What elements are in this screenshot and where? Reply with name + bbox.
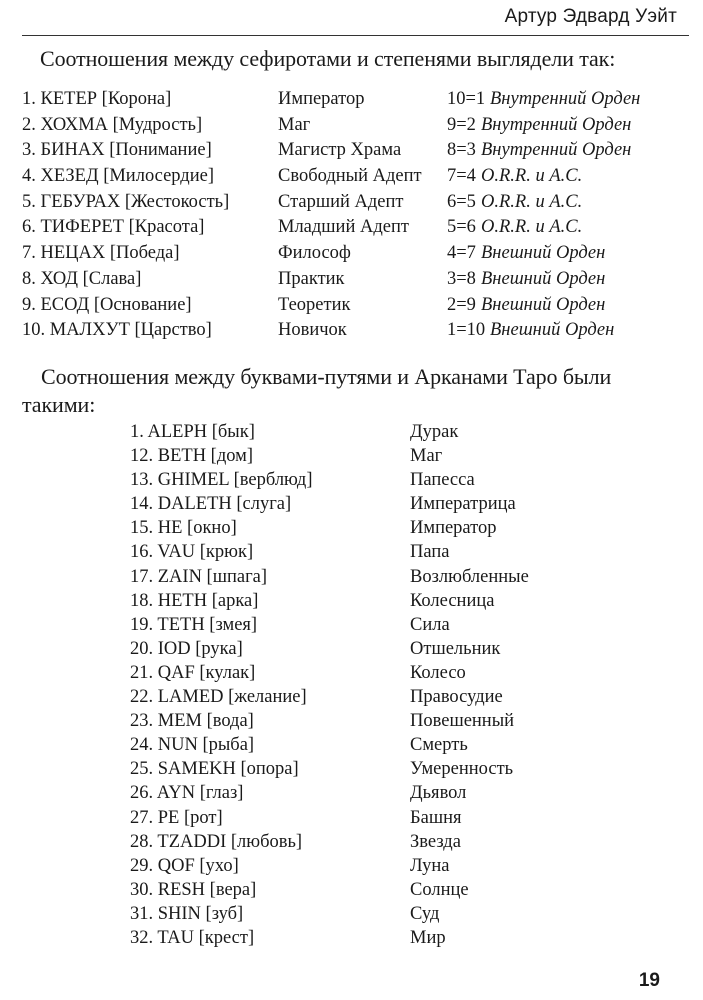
- path-letter: 17. ZAIN [шпага]: [130, 566, 268, 587]
- path-arcana: Дьявол: [410, 783, 467, 804]
- sephira-degree: 6=5: [447, 191, 476, 212]
- path-arcana: Колесница: [410, 590, 495, 611]
- sephira-name: 4. ХЕЗЕД [Милосердие]: [22, 166, 214, 187]
- path-letter: 24. NUN [рыба]: [130, 735, 255, 756]
- path-arcana: Император: [410, 518, 497, 539]
- sephira-name: 1. КЕТЕР [Корона]: [22, 89, 172, 109]
- sephira-grade: Старший Адепт: [278, 191, 404, 212]
- path-arcana: Возлюбленные: [410, 566, 529, 587]
- sephira-degree: 3=8: [447, 268, 476, 289]
- path-letter: 21. QAF [кулак]: [130, 662, 256, 683]
- paths-intro: Соотношения между буквами-путями и Арканами Таро были такими:: [22, 364, 612, 417]
- path-arcana: Солнце: [410, 879, 469, 900]
- sephira-grade: Свободный Адепт: [278, 166, 422, 187]
- path-arcana: Императрица: [410, 494, 516, 515]
- path-letter: 13. GHIMEL [верблюд]: [130, 470, 313, 491]
- sephiroth-intro: Соотношения между сефиротами и степенями выглядели так:: [40, 46, 616, 71]
- order-name: Внешний Орден: [481, 268, 606, 289]
- path-arcana: Башня: [410, 807, 462, 828]
- order-name: O.R.R. и A.C.: [481, 166, 583, 187]
- path-letter: 31. SHIN [зуб]: [130, 903, 244, 924]
- path-letter: 26. AYN [глаз]: [130, 783, 244, 804]
- order-name: O.R.R. и A.C.: [481, 217, 583, 238]
- page-number: 19: [638, 970, 660, 991]
- path-arcana: Луна: [410, 855, 450, 876]
- sephira-name: 5. ГЕБУРАХ [Жестокость]: [22, 191, 230, 212]
- sephira-name: 7. НЕЦАХ [Победа]: [22, 243, 180, 264]
- sephira-name: 6. ТИФЕРЕТ [Красота]: [22, 217, 205, 238]
- sephira-name: 3. БИНАХ [Понимание]: [22, 140, 212, 161]
- order-name: O.R.R. и A.C.: [481, 191, 583, 212]
- order-name: Внешний Орден: [490, 320, 615, 341]
- sephira-degree: 10=1: [447, 89, 486, 109]
- path-letter: 19. TETH [змея]: [130, 614, 258, 635]
- sephira-grade: Магистр Храма: [278, 140, 402, 161]
- path-letter: 1. ALEPH [бык]: [130, 422, 255, 442]
- path-arcana: Отшельник: [410, 638, 501, 659]
- sephira-degree: 1=10: [447, 320, 486, 341]
- path-letter: 32. TAU [крест]: [130, 927, 255, 948]
- order-name: Внутренний Орден: [490, 89, 641, 109]
- order-name: Внутренний Орден: [481, 140, 632, 161]
- path-arcana: Мир: [410, 927, 446, 948]
- sephira-name: 9. ЕСОД [Основание]: [22, 294, 192, 315]
- sephira-grade: Теоретик: [278, 294, 351, 315]
- sephira-grade: Младший Адепт: [278, 217, 409, 238]
- path-letter: 16. VAU [крюк]: [130, 542, 254, 563]
- order-name: Внешний Орден: [481, 243, 606, 264]
- sephira-grade: Практик: [278, 268, 345, 289]
- path-letter: 20. IOD [рука]: [130, 638, 243, 659]
- sephira-name: 10. МАЛХУТ [Царство]: [22, 320, 212, 341]
- path-arcana: Умеренность: [410, 759, 514, 780]
- path-arcana: Повешенный: [410, 711, 515, 732]
- header-rule: [22, 35, 689, 36]
- path-letter: 12. BETH [дом]: [130, 446, 254, 467]
- page-header: [0, 0, 703, 40]
- path-arcana: Звезда: [410, 831, 461, 852]
- sephira-grade: Маг: [278, 114, 311, 135]
- path-arcana: Папа: [410, 542, 450, 563]
- path-arcana: Смерть: [410, 735, 468, 756]
- path-letter: 29. QOF [ухо]: [130, 855, 239, 876]
- sephira-degree: 7=4: [447, 166, 476, 187]
- sephira-degree: 9=2: [447, 114, 476, 135]
- path-letter: 27. PE [рот]: [130, 807, 223, 828]
- path-letter: 28. TZADDI [любовь]: [130, 831, 303, 852]
- path-letter: 23. MEM [вода]: [130, 711, 254, 732]
- path-arcana: Правосудие: [410, 687, 503, 708]
- sephira-grade: Император: [278, 89, 365, 109]
- sephira-degree: 5=6: [447, 217, 476, 238]
- path-letter: 14. DALETH [слуга]: [130, 494, 292, 515]
- sephira-grade: Философ: [278, 243, 351, 264]
- path-letter: 25. SAMEKH [опора]: [130, 759, 299, 780]
- sephira-degree: 2=9: [447, 294, 476, 315]
- path-letter: 22. LAMED [желание]: [130, 687, 307, 708]
- path-arcana: Дурак: [410, 422, 459, 442]
- path-letter: 18. HETH [арка]: [130, 590, 259, 611]
- path-arcana: Сила: [410, 614, 450, 635]
- path-arcana: Суд: [410, 903, 440, 924]
- path-letter: 15. HE [окно]: [130, 518, 237, 539]
- sephira-name: 2. ХОХМА [Мудрость]: [22, 114, 203, 135]
- path-arcana: Колесо: [410, 662, 466, 683]
- sephira-degree: 4=7: [447, 243, 476, 264]
- sephira-degree: 8=3: [447, 140, 476, 161]
- path-arcana: Папесса: [410, 470, 475, 491]
- sephira-name: 8. ХОД [Слава]: [22, 268, 142, 289]
- running-head-author: Артур Эдвард Уэйт: [504, 6, 677, 27]
- order-name: Внутренний Орден: [481, 114, 632, 135]
- sephira-grade: Новичок: [278, 320, 347, 341]
- order-name: Внешний Орден: [481, 294, 606, 315]
- path-letter: 30. RESH [вера]: [130, 879, 257, 900]
- path-arcana: Маг: [410, 446, 443, 467]
